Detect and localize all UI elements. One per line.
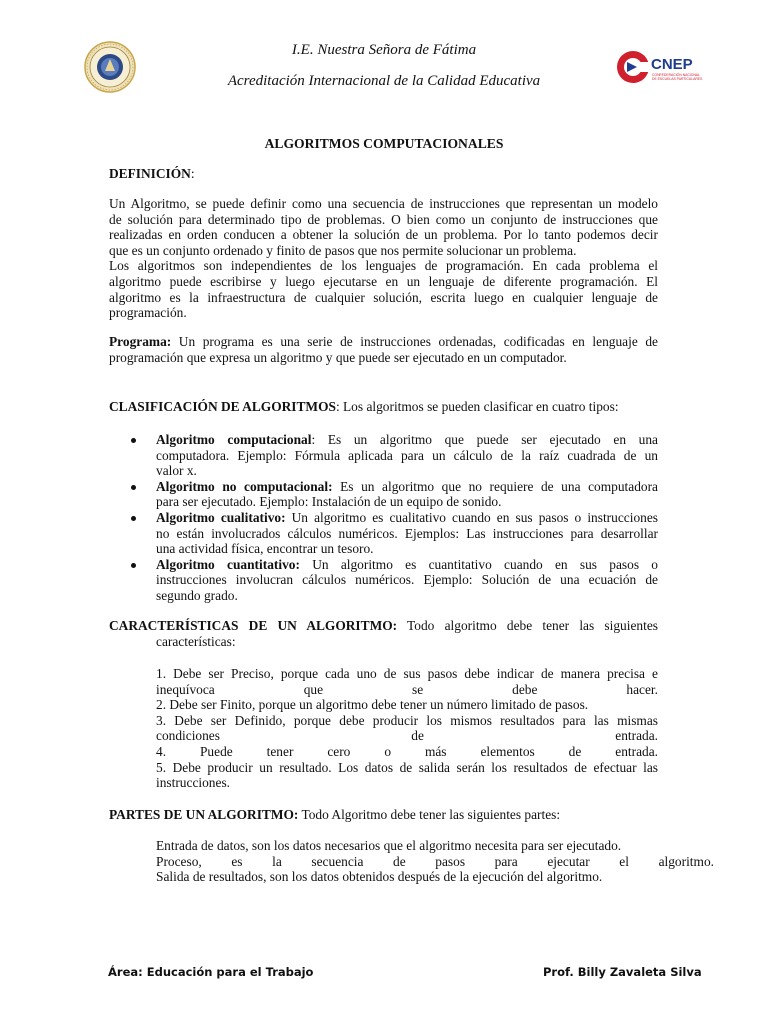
term-text: Un algoritmo es cualitativo cuando en sus pasos o instrucciones [285,509,658,525]
definicion-heading [109,166,195,182]
text-line [156,557,658,573]
school-name: I.E. Nuestra Señora de Fátima [291,42,477,58]
term-label: Algoritmo cualitativo: [156,509,286,525]
text-line: algoritmo puede escribirse y luego ejecutarse en un lenguaje de diferente programación. El [109,273,658,289]
text-line: computadora. Ejemplo: Fórmula aplicada para un cálculo de la raíz cuadrada de un [156,447,658,463]
text-line: 2. Debe ser Finito, porque un algoritmo debe tener un número limitado de pasos. [156,697,589,713]
text-line: para ser ejecutado. Ejemplo: Instalación de un equipo de sonido. [156,494,502,510]
text-line: que es un conjunto ordenado y finito de pasos que nos permite solucionar un problema. [109,242,577,258]
text-line: condiciones de entrada. [156,728,658,744]
partes-heading [109,807,560,823]
footer-teacher: Prof. Billy Zavaleta Silva [543,965,702,979]
partes-list [156,838,714,885]
term-text: Es un algoritmo que no requiere de una computadora [332,478,658,494]
caracteristicas-text: Todo algoritmo debe tener las siguientes [397,618,658,633]
partes-label: PARTES DE UN ALGORITMO: [109,807,299,822]
term-label: Algoritmo cuantitativo: [156,556,300,572]
bullet-icon [131,438,136,443]
list-item [109,432,658,479]
list-item [109,479,658,510]
accreditation-line: Acreditación Internacional de la Calidad Educativa [227,73,541,89]
text-line: Salida de resultados, son los datos obtenidos después de la ejecución del algoritmo. [156,869,603,885]
bullet-icon [131,563,136,568]
text-line [156,510,658,526]
footer-area: Área: Educación para el Trabajo [108,965,314,979]
definicion-paragraph-1 [109,196,658,321]
caracteristicas-label: CARACTERÍSTICAS DE UN ALGORITMO: [109,618,398,633]
text-line: características: [156,633,236,649]
text-line: no están involucrados cálculos numéricos. Ejemplos: Las instrucciones para desarrollar [156,525,658,541]
text-line: instrucciones involucran cálculos numéricos. Ejemplo: Solución de una ecuación de [156,572,658,588]
text-line [156,479,658,495]
bullet-icon [131,485,136,490]
caracteristicas-heading [109,618,658,649]
text-line [156,432,658,448]
programa-paragraph [109,334,658,365]
text-line: 3. Debe ser Definido, porque debe producir los mismos resultados para las mismas [156,712,658,728]
text-line: Los algoritmos son independientes de los lenguajes de programación. En cada problema el [109,258,658,274]
text-line: Proceso, es la secuencia de pasos para ejecutar el algoritmo. [156,853,714,869]
text-line: 4. Puede tener cero o más elementos de entrada. [156,743,658,759]
cnep-logo-text: CNEP [651,56,693,73]
term-label: Algoritmo computacional [156,432,312,447]
clasificacion-list [109,432,658,604]
partes-text: Todo Algoritmo debe tener las siguientes partes: [298,807,561,822]
bullet-icon [131,516,136,521]
definicion-label: DEFINICIÓN [109,166,191,181]
clasificacion-label: CLASIFICACIÓN DE ALGORITMOS [109,399,336,414]
text-line: una actividad física, encontrar un tesoro. [156,541,374,557]
text-line [109,618,658,634]
text-line: de solución para determinado tipo de problemas. O bien como un conjunto de instrucciones que [109,211,658,227]
clasificacion-heading [109,399,619,415]
text-line [109,334,658,350]
term-text: Un algoritmo es cuantitativo cuando en sus pasos o [299,556,658,572]
text-line: instrucciones. [156,775,231,791]
programa-text: Un programa es una serie de instrucciones ordenadas, codificadas en lenguaje de [171,334,658,349]
caracteristicas-list [156,666,658,791]
text-line: 5. Debe producir un resultado. Los datos de salida serán los resultados de efectuar las [156,759,658,775]
text-line: realizadas en orden conducen a obtener la solución de un problema. Por lo tanto podemos decir [109,227,658,243]
text-line: Entrada de datos, son los datos necesarios que el algoritmo necesita para ser ejecutado. [156,838,622,853]
text-line: 1. Debe ser Preciso, porque cada uno de sus pasos debe indicar de manera precisa e [156,666,658,681]
clasificacion-text: : Los algoritmos se pueden clasificar en cuatro tipos: [335,399,619,414]
svg-text:DE ESCUELAS PARTICULARES: DE ESCUELAS PARTICULARES [652,77,703,81]
list-item [109,510,658,557]
text-line: Un Algoritmo, se puede definir como una secuencia de instrucciones que representan un modelo [109,196,658,211]
text-line: programación. [109,305,187,321]
text-line: valor x. [156,463,197,479]
list-item [109,557,658,604]
page-title: ALGORITMOS COMPUTACIONALES [264,136,504,151]
definicion-colon: : [190,166,195,181]
programa-label: Programa: [109,334,172,349]
term-text: : Es un algoritmo que puede ser ejecutado en una [311,432,659,447]
text-line: inequívoca que se debe hacer. [156,681,658,697]
term-label: Algoritmo no computacional: [156,478,333,494]
svg-text:CONFEDERACIÓN NACIONAL: CONFEDERACIÓN NACIONAL [652,73,701,77]
text-line: segundo grado. [156,587,238,603]
text-line: programación que expresa un algoritmo y que puede ser ejecutado en un computador. [109,349,567,365]
text-line: algoritmo es la infraestructura de cualquier solución, escrita luego en cualquier lenguaje de [109,289,658,305]
